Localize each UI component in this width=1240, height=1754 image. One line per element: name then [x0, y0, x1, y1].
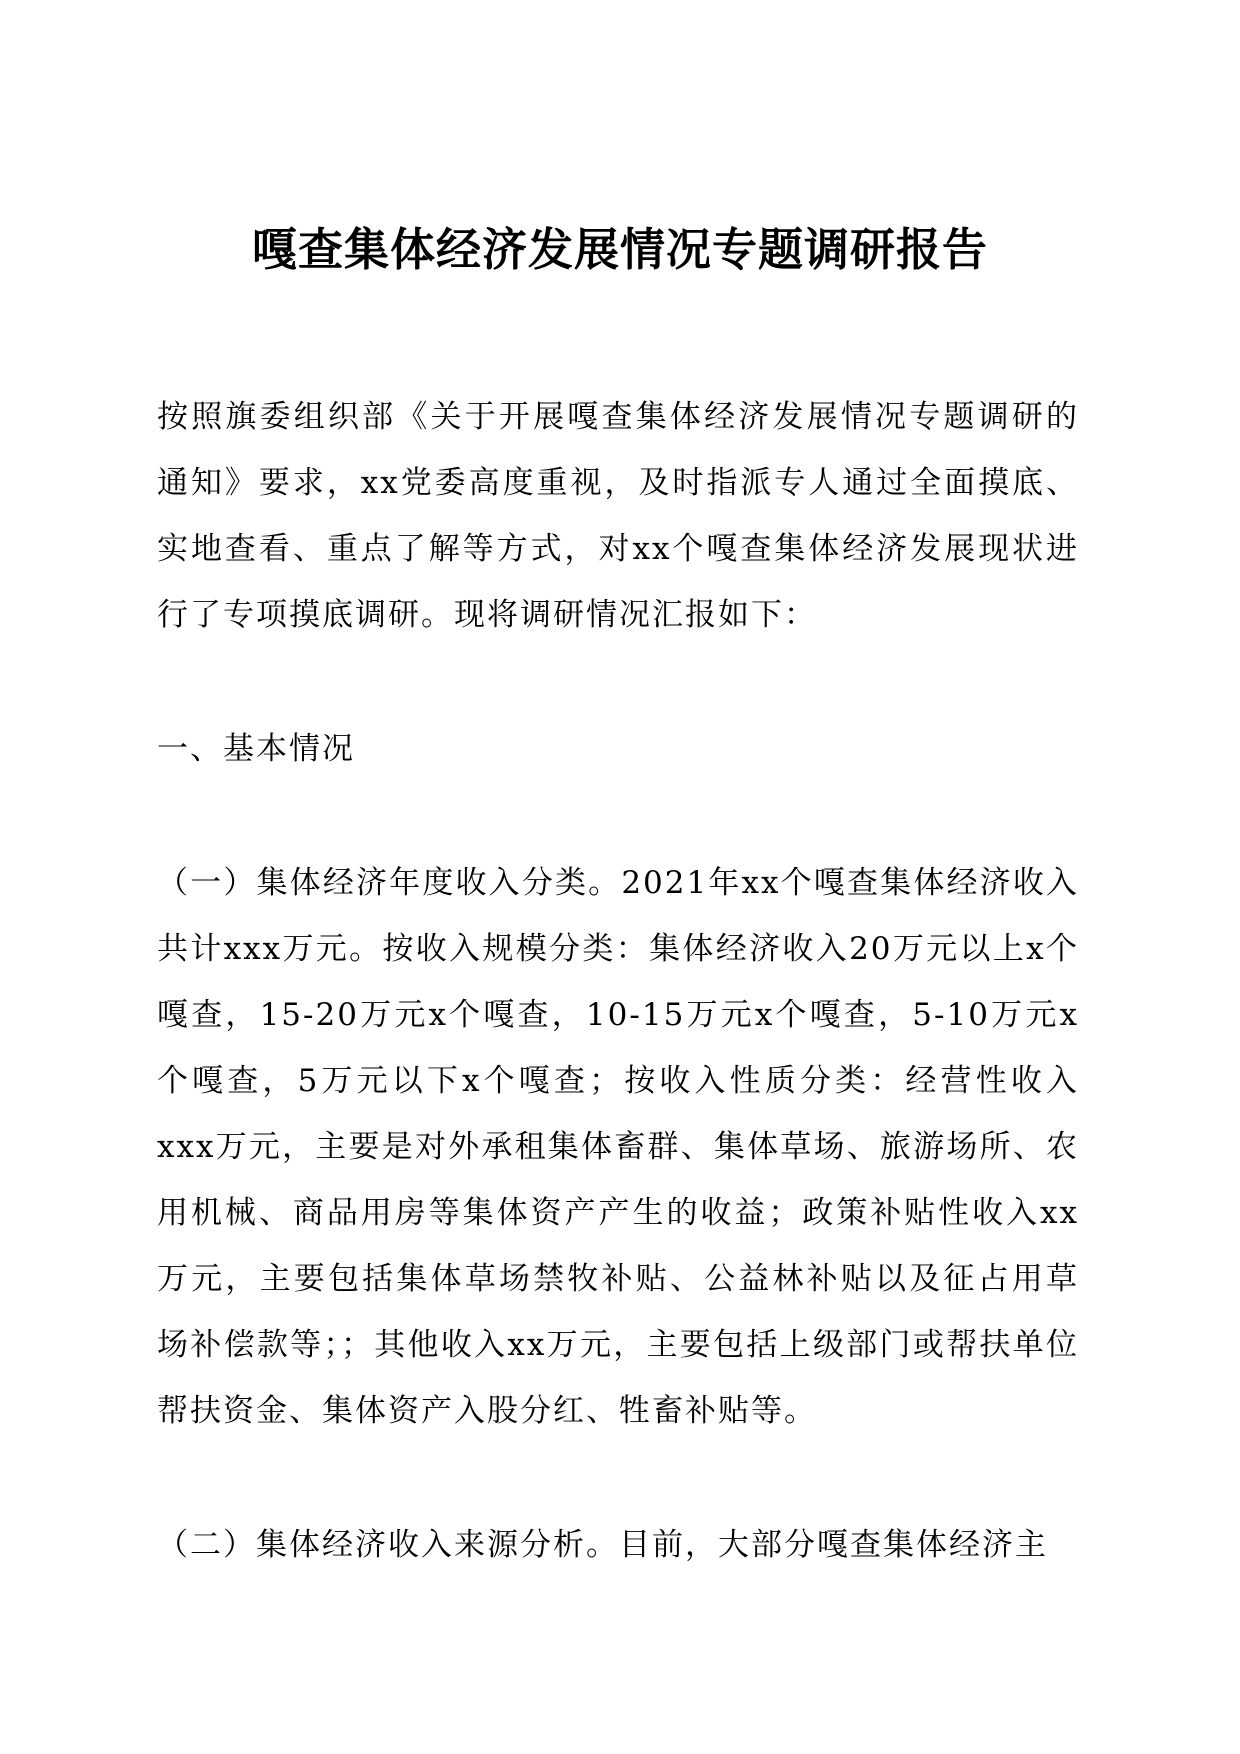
document-title: 嘎查集体经济发展情况专题调研报告 [251, 223, 988, 276]
income-source-paragraph: （二）集体经济收入来源分析。目前，大部分嘎查集体经济主 [157, 1527, 1048, 1563]
income-classification-paragraph: （一）集体经济年度收入分类。2021年xx个嘎查集体经济收入共计xxx万元。按收入规模分类：集体经济收入20万元以上x个嘎查，15-20万元x个嘎查，10-15万元x个嘎查，5-10万元x个嘎查，5万元以下x个嘎查；按收入性质分类：经营性收入xxx万元，主要是对外承租集体畜群、集体草场、旅游场所、农用机械、商品用房等集体资产产生的收益；政策补贴性收入xx万元，主要包括集体草场禁牧补贴、公益林补贴以及征占用草场补偿款等；；其他收入xx万元，主要包括上级部门或帮扶单位帮扶资金、集体资产入股分红、牲畜补贴等。 [157, 865, 1079, 1429]
section-heading-basic: 一、基本情况 [157, 731, 355, 767]
document-body [157, 384, 1079, 1578]
intro-paragraph: 按照旗委组织部《关于开展嘎查集体经济发展情况专题调研的通知》要求，xx党委高度重视，及时指派专人通过全面摸底、实地查看、重点了解等方式，对xx个嘎查集体经济发展现状进行了专项摸底调研。现将调研情况汇报如下： [157, 399, 1079, 633]
